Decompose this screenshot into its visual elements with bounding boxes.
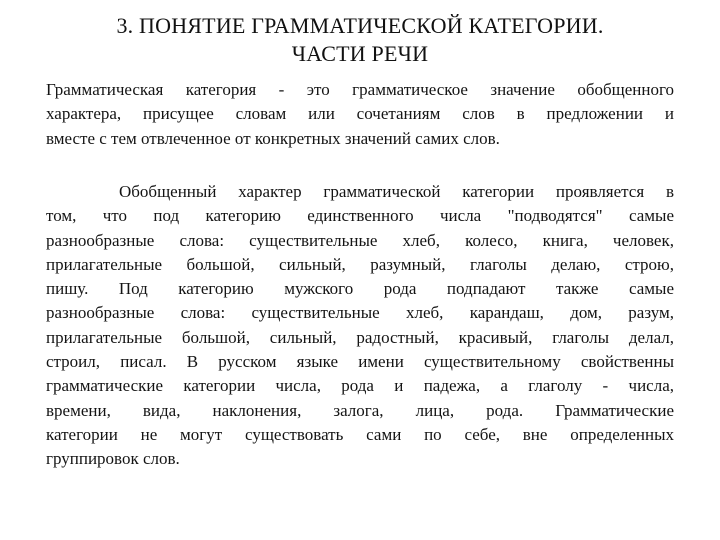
explanation-paragraph: [46, 180, 674, 472]
explanation-line: категории не могут существовать сами по себе, вне определенных: [46, 424, 674, 444]
explanation-line: прилагательные большой, сильный, радостный, красивый, глаголы делал,: [46, 327, 674, 347]
explanation-line: Обобщенный характер грамматической категории проявляется в: [119, 182, 674, 201]
slide-title: [60, 12, 660, 68]
explanation-line: разнообразные слова: существительные хлеб, колесо, книга, человек,: [46, 230, 674, 250]
title-line-1: 3. ПОНЯТИЕ ГРАММАТИЧЕСКОЙ КАТЕГОРИИ.: [116, 13, 604, 38]
definition-paragraph: [46, 78, 674, 151]
explanation-line: времени, вида, наклонения, залога, лица, рода. Грамматические: [46, 400, 674, 420]
explanation-line: пишу. Под категорию мужского рода подпадают также самые: [46, 279, 674, 299]
definition-line: вместе с тем отвлеченное от конкретных значений самих слов.: [46, 128, 500, 148]
explanation-line: разнообразные слова: существительные хлеб, карандаш, дом, разум,: [46, 303, 674, 323]
definition-line: Грамматическая категория - это грамматическое значение обобщенного: [46, 80, 674, 99]
explanation-line: том, что под категорию единственного числа "подводятся" самые: [46, 206, 674, 226]
explanation-line: грамматические категории числа, рода и падежа, а глаголу - числа,: [46, 376, 674, 396]
explanation-line: группировок слов.: [46, 449, 180, 469]
title-line-2: ЧАСТИ РЕЧИ: [291, 41, 429, 66]
definition-line: характера, присущее словам или сочетаниям слов в предложении и: [46, 104, 674, 124]
explanation-line: строил, писал. В русском языке имени существительному свойственны: [46, 352, 674, 372]
explanation-line: прилагательные большой, сильный, разумный, глаголы делаю, строю,: [46, 254, 674, 274]
